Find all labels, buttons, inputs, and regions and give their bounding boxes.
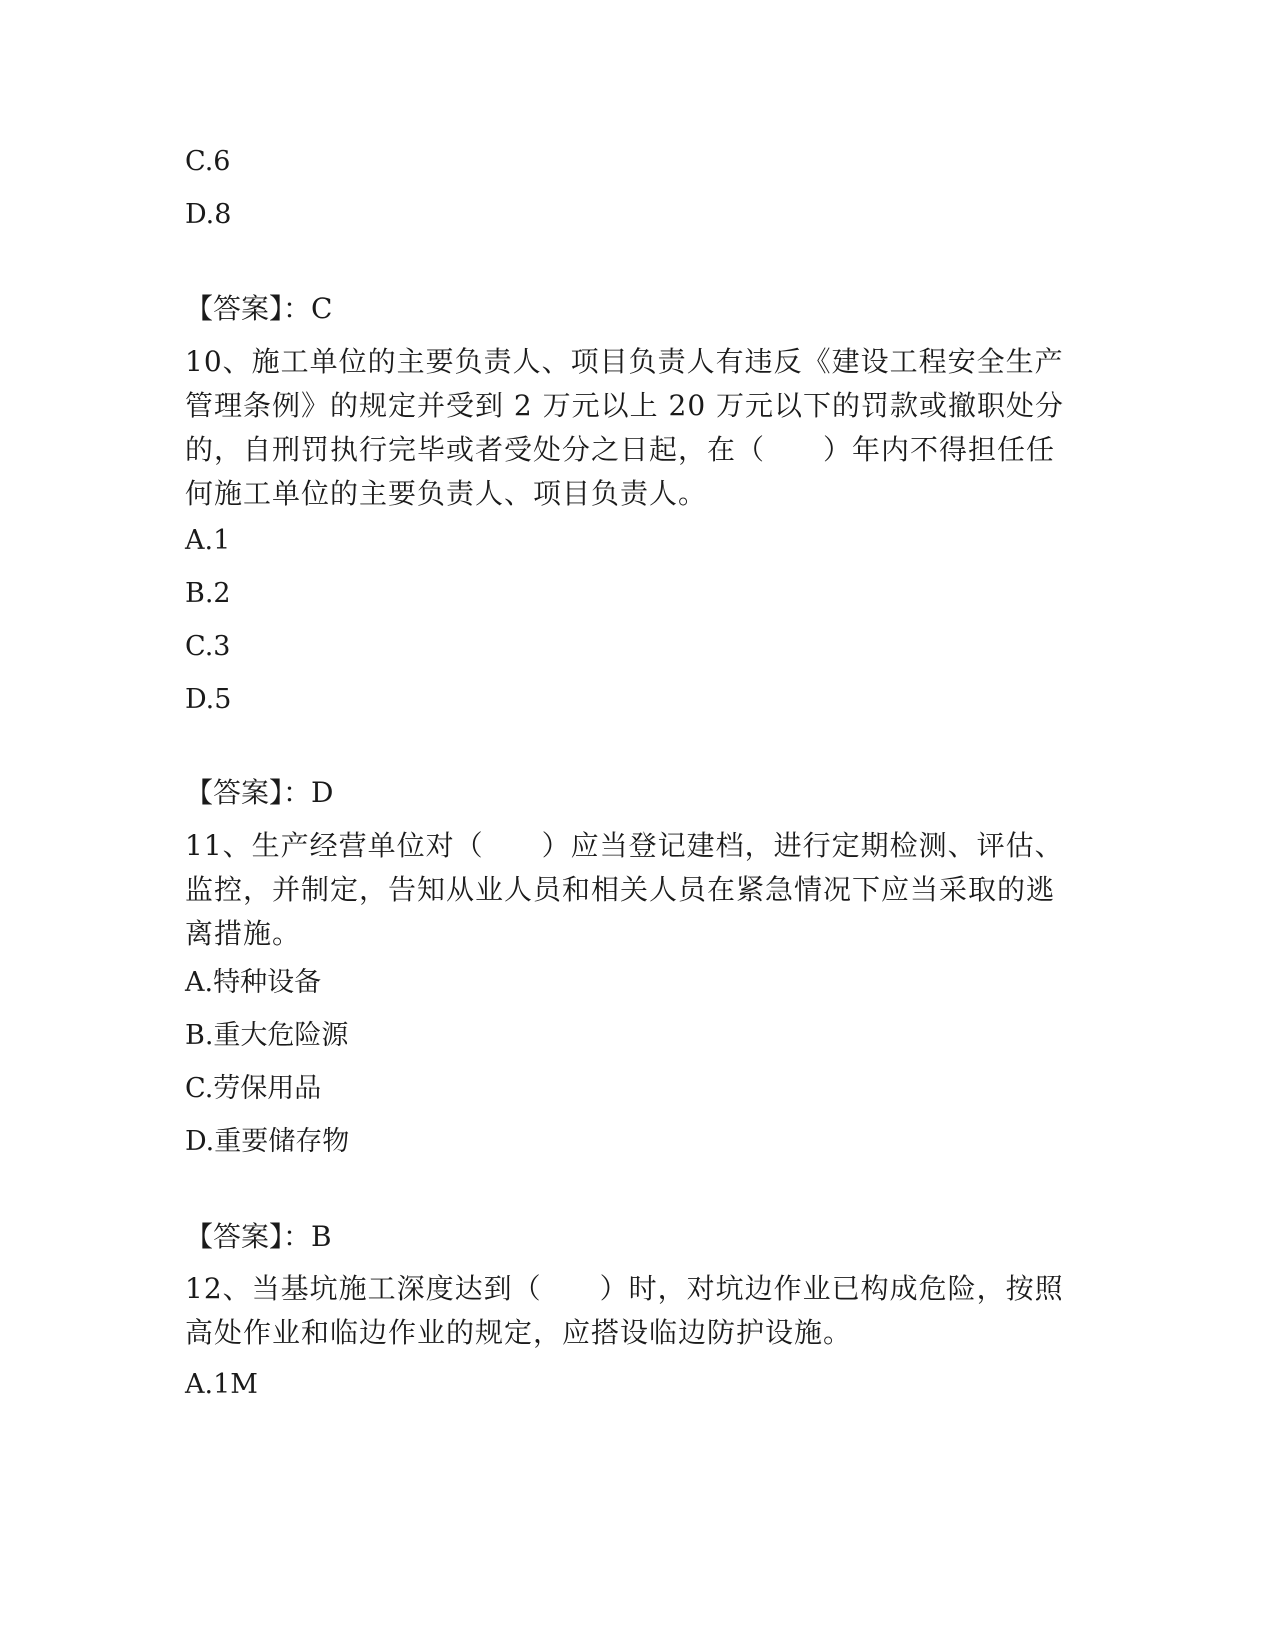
q9-option-d: D.8	[185, 199, 232, 230]
q12-option-a: A.1M	[185, 1369, 258, 1400]
q10-stem: 10、施工单位的主要负责人、项目负责人有违反《建设工程安全生产管理条例》的规定并受到 2 万元以上 20 万元以下的罚款或撤职处分的，自刑罚执行完毕或者受处分之日起，在（ ）年内不得担任任何施工单位的主要负责人、项目负责人。	[185, 345, 1065, 510]
q9-answer: 【答案】：C	[185, 292, 333, 325]
q9-option-c: C.6	[185, 146, 231, 177]
q11-option-a: A.特种设备	[185, 967, 322, 998]
q12-stem: 12、当基坑施工深度达到（ ）时，对坑边作业已构成危险，按照高处作业和临边作业的规定，应搭设临边防护设施。	[185, 1272, 1064, 1349]
q11-option-d: D.重要储存物	[185, 1126, 350, 1157]
q10-option-d: D.5	[185, 684, 232, 715]
q11-answer: 【答案】：B	[185, 1220, 332, 1253]
q10-option-a: A.1	[185, 525, 231, 556]
q10-option-c: C.3	[185, 631, 231, 662]
q10-answer: 【答案】：D	[185, 776, 334, 809]
q11-option-c: C.劳保用品	[185, 1073, 322, 1104]
q10-option-b: B.2	[185, 578, 231, 609]
q11-option-b: B.重大危险源	[185, 1020, 349, 1051]
q11-stem: 11、生产经营单位对（ ）应当登记建档，进行定期检测、评估、监控，并制定，告知从业人员和相关人员在紧急情况下应当采取的逃离措施。	[185, 829, 1064, 950]
